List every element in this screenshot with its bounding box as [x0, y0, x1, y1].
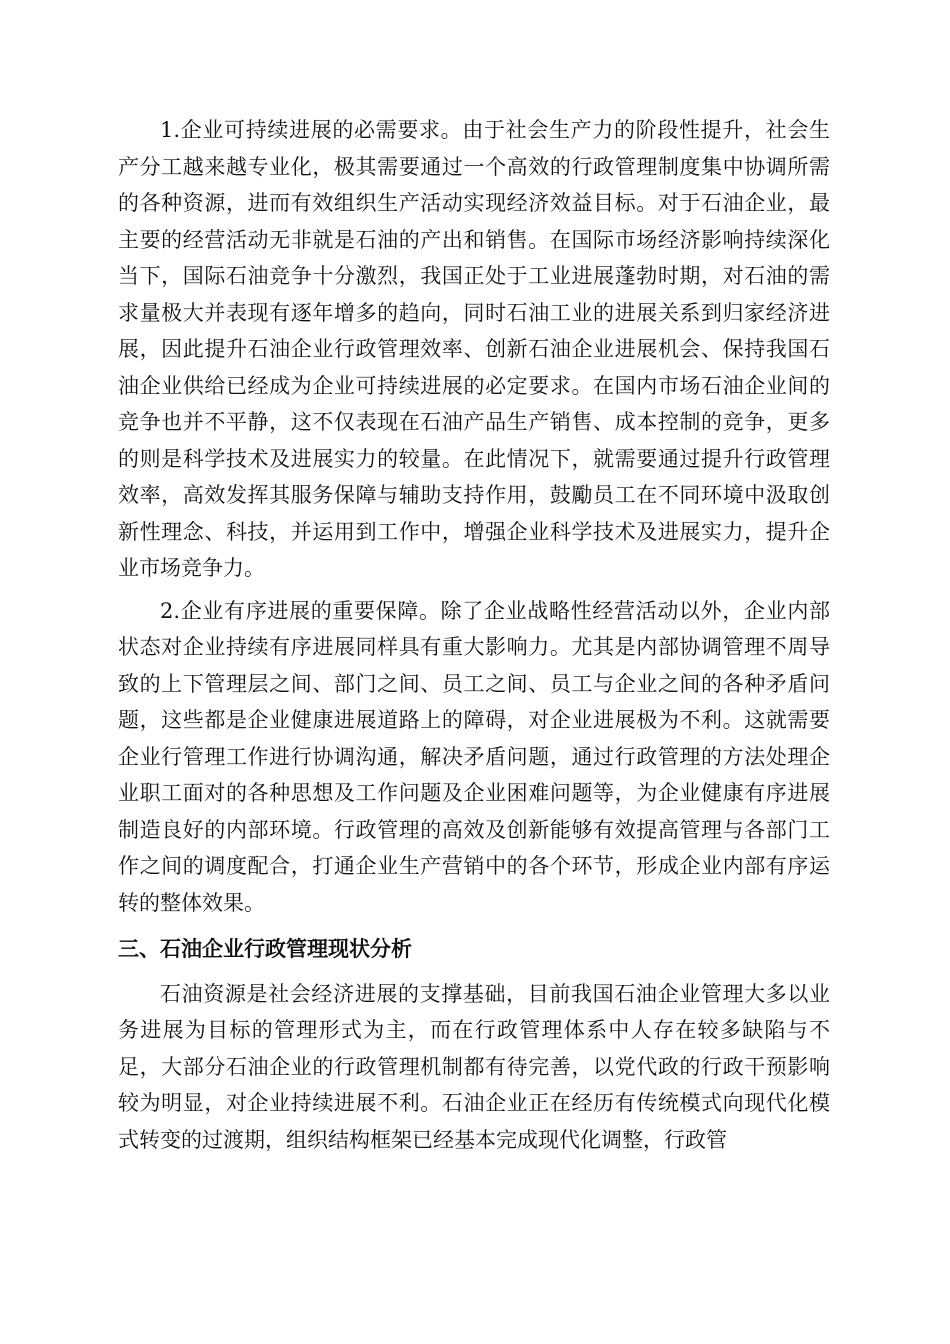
paragraph-status-analysis: 石油资源是社会经济进展的支撑基础，目前我国石油企业管理大多以业务进展为目标的管理形式为主，而在行政管理体系中人存在较多缺陷与不足，大部分石油企业的行政管理机制都有待完善，以党代政的行政干预影响较为明显，对企业持续进展不利。石油企业正在经历有传统模式向现代化模式转变的过渡期，组织结构框架已经基本完成现代化调整，行政管: [118, 981, 830, 1152]
section-heading: 三、石油企业行政管理现状分析: [118, 937, 412, 961]
paragraph-orderly-development: 2.企业有序进展的重要保障。除了企业战略性经营活动以外，企业内部状态对企业持续有序进展同样具有重大影响力。尤其是内部协调管理不周导致的上下管理层之间、部门之间、员工之间、员工与企业之间的各种矛盾问题，这些都是企业健康进展道路上的障碍，对企业进展极为不利。这就需要企业行管理工作进行协调沟通，解决矛盾问题，通过行政管理的方法处理企业职工面对的各种思想及工作问题及企业困难问题等，为企业健康有序进展制造良好的内部环境。行政管理的高效及创新能够有效提高管理与各部门工作之间的调度配合，打通企业生产营销中的各个环节，形成企业内部有序运转的整体效果。: [118, 598, 830, 915]
paragraph-sustainable-development: 1.企业可持续进展的必需要求。由于社会生产力的阶段性提升，社会生产分工越来越专业化，极其需要通过一个高效的行政管理制度集中协调所需的各种资源，进而有效组织生产活动实现经济效益目标。对于石油企业，最主要的经营活动无非就是石油的产出和销售。在国际市场经济影响持续深化当下，国际石油竞争十分激烈，我国正处于工业进展蓬勃时期，对石油的需求量极大并表现有逐年增多的趋向，同时石油工业的进展关系到归家经济进展，因此提升石油企业行政管理效率、创新石油企业进展机会、保持我国石油企业供给已经成为企业可持续进展的必定要求。在国内市场石油企业间的竞争也并不平静，这不仅表现在石油产品生产销售、成本控制的竞争，更多的则是科学技术及进展实力的较量。在此情况下，就需要通过提升行政管理效率，高效发挥其服务保障与辅助支持作用，鼓勵员工在不同环境中汲取创新性理念、科技，并运用到工作中，增强企业科学技术及进展实力，提升企业市场竞争力。: [118, 118, 830, 580]
document-body: [118, 112, 830, 1158]
